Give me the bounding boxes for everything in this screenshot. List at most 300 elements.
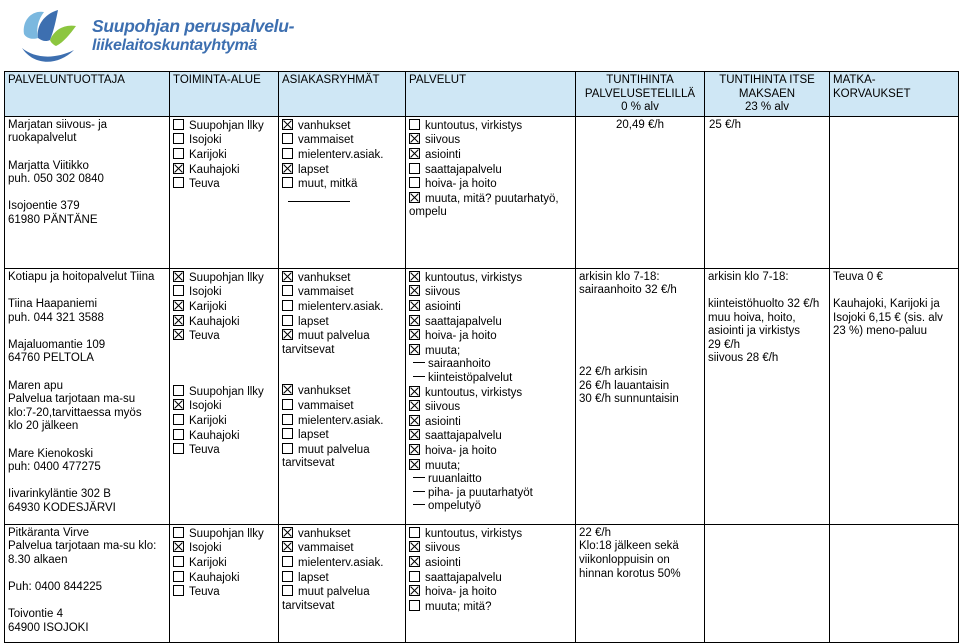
checked-checkbox-icon[interactable] [173, 271, 184, 282]
service-option [409, 271, 572, 286]
services-cell [406, 268, 576, 524]
service-option [409, 571, 572, 586]
unchecked-checkbox-icon[interactable] [282, 571, 293, 582]
service-provider-table [4, 71, 959, 643]
client-group-label: mielenterv.asiak. [298, 148, 384, 161]
dash-icon [413, 504, 425, 505]
checked-checkbox-icon[interactable] [409, 300, 420, 311]
service-option [409, 585, 572, 600]
service-label: kuntoutus, virkistys [425, 386, 523, 399]
area-option [173, 329, 275, 344]
area-label: Kauhajoki [189, 163, 240, 176]
service-option [409, 386, 572, 401]
unchecked-checkbox-icon[interactable] [173, 585, 184, 596]
service-label: muuta; mitä? [425, 600, 492, 613]
provider-line [8, 595, 166, 609]
area-label: Isojoki [189, 400, 222, 413]
area-option [173, 300, 275, 315]
price-voucher-line: 20,49 €/h [616, 118, 664, 131]
client-group-label: vammaiset [298, 134, 354, 147]
area-label: Suupohjan llky [189, 527, 264, 540]
service-option [409, 400, 572, 415]
unchecked-checkbox-icon[interactable] [173, 556, 184, 567]
area-cell [170, 524, 279, 642]
service-option [409, 192, 572, 207]
unchecked-checkbox-icon[interactable] [409, 527, 420, 538]
provider-line: Marjatta Viitikko [8, 159, 89, 172]
checked-checkbox-icon[interactable] [409, 271, 420, 282]
table-row [5, 268, 959, 524]
provider-line: Maren apu [8, 379, 63, 392]
client-group-option [282, 527, 402, 542]
checked-checkbox-icon[interactable] [173, 541, 184, 552]
checked-checkbox-icon[interactable] [409, 285, 420, 296]
provider-line: Kotiapu ja hoitopalvelut Tiina [8, 270, 155, 283]
client-extra: tarvitsevat [282, 343, 335, 356]
client-group-label: vanhukset [298, 527, 351, 540]
price-self-cell [705, 116, 830, 268]
area-label: Karijoki [189, 414, 227, 427]
area-option [173, 385, 275, 400]
area-label: Karijoki [189, 300, 227, 313]
price-self-line: siivous 28 €/h [708, 352, 779, 365]
service-label: asiointi [425, 148, 461, 161]
unchecked-checkbox-icon[interactable] [282, 556, 293, 567]
area-option [173, 556, 275, 571]
area-option [173, 148, 275, 163]
provider-cell [5, 268, 170, 524]
area-label: Suupohjan llky [189, 271, 264, 284]
provider-cell [5, 116, 170, 268]
service-extra-b: ompelutyö [428, 500, 482, 513]
client-group-label: mielenterv.asiak. [298, 556, 384, 569]
service-label: hoiva- ja hoito [425, 330, 497, 343]
checked-checkbox-icon[interactable] [282, 271, 293, 282]
service-option [409, 541, 572, 556]
service-label: siivous [425, 286, 461, 299]
table-header-row [5, 72, 959, 117]
area-option [173, 443, 275, 458]
client-group-label: vanhukset [298, 385, 351, 398]
client-group-option [282, 428, 402, 443]
checked-checkbox-icon[interactable] [282, 527, 293, 538]
provider-line [8, 146, 166, 160]
header-clients: ASIAKASRYHMÄT [279, 72, 406, 117]
service-label: saattajapalvelu [425, 315, 502, 328]
price-voucher-line: hinnan korotus 50% [579, 567, 681, 580]
provider-line [8, 187, 166, 201]
client-group-option [282, 271, 402, 286]
client-extra: tarvitsevat [282, 457, 335, 470]
price-voucher-cell [576, 268, 705, 524]
area-option [173, 315, 275, 330]
client-group-option [282, 148, 402, 163]
area-label: Teuva [189, 444, 220, 457]
price-voucher-line: 30 €/h sunnuntaisin [579, 393, 679, 406]
unchecked-checkbox-icon[interactable] [409, 600, 420, 611]
area-label: Kauhajoki [189, 429, 240, 442]
service-extra-b: ruuanlaitto [428, 473, 482, 486]
client-group-label: vammaiset [298, 286, 354, 299]
unchecked-checkbox-icon[interactable] [409, 177, 420, 188]
client-group-label: lapset [298, 163, 329, 176]
service-label: asiointi [425, 300, 461, 313]
travel-line: Isojoki 6,15 € (sis. alv [833, 311, 943, 324]
client-group-label: mielenterv.asiak. [298, 300, 384, 313]
header-price-voucher: TUNTIHINTA PALVELUSETELILLÄ 0 % alv [576, 72, 705, 117]
checked-checkbox-icon[interactable] [173, 163, 184, 174]
logo-line-2: liikelaitoskuntayhtymä [92, 37, 258, 54]
checked-checkbox-icon[interactable] [409, 315, 420, 326]
client-group-option [282, 384, 402, 399]
area-option [173, 585, 275, 600]
unchecked-checkbox-icon[interactable] [173, 429, 184, 440]
travel-line: Kauhajoki, Karijoki ja [833, 297, 940, 310]
client-group-label: vanhukset [298, 271, 351, 284]
service-option [409, 177, 572, 192]
area-label: Isojoki [189, 542, 222, 555]
unchecked-checkbox-icon[interactable] [173, 414, 184, 425]
client-extra [282, 192, 402, 207]
area-label: Isojoki [189, 286, 222, 299]
checked-checkbox-icon[interactable] [282, 329, 293, 340]
provider-line [8, 434, 166, 448]
client-group-option [282, 163, 402, 178]
provider-line: Pitkäranta Virve [8, 526, 89, 539]
service-option [409, 148, 572, 163]
unchecked-checkbox-icon[interactable] [173, 443, 184, 454]
service-option [409, 329, 572, 344]
unchecked-checkbox-icon[interactable] [282, 585, 293, 596]
header-area: TOIMINTA-ALUE [170, 72, 279, 117]
checked-checkbox-icon[interactable] [173, 399, 184, 410]
provider-line: Mare Kienokoski [8, 447, 94, 460]
client-group-label: vammaiset [298, 542, 354, 555]
clients-cell [279, 268, 406, 524]
provider-line: Tiina Haapaniemi [8, 297, 98, 310]
checked-checkbox-icon[interactable] [282, 541, 293, 552]
service-label: muuta; [425, 459, 461, 472]
area-option [173, 177, 275, 192]
checked-checkbox-icon[interactable] [409, 541, 420, 552]
client-group-label: lapset [298, 315, 329, 328]
provider-line [8, 475, 166, 489]
price-voucher-cell [576, 524, 705, 642]
unchecked-checkbox-icon[interactable] [282, 177, 293, 188]
provider-cell [5, 524, 170, 642]
provider-line: Marjatan siivous- ja [8, 118, 108, 131]
table-row [5, 524, 959, 642]
client-group-label: vammaiset [298, 399, 354, 412]
dash-icon [413, 477, 425, 478]
area-label: Kauhajoki [189, 571, 240, 584]
price-voucher-line: 22 €/h arkisin [579, 365, 648, 378]
provider-line: 64900 ISOJOKI [8, 621, 89, 634]
service-option [409, 459, 572, 474]
service-label: hoiva- ja hoito [425, 178, 497, 191]
price-self-line: 29 €/h [708, 338, 740, 351]
client-group-option [282, 414, 402, 429]
service-option [409, 556, 572, 571]
provider-line: Majaluomantie 109 [8, 338, 106, 351]
logo-line-1: Suupohjan peruspalvelu- [92, 16, 295, 36]
area-cell [170, 268, 279, 524]
unchecked-checkbox-icon[interactable] [409, 119, 420, 130]
price-self-cell [705, 268, 830, 524]
checked-checkbox-icon[interactable] [282, 119, 293, 130]
client-group-label: muut, mitkä [298, 178, 358, 191]
checked-checkbox-icon[interactable] [409, 344, 420, 355]
unchecked-checkbox-icon[interactable] [173, 177, 184, 188]
client-group-label: muut palvelua [298, 443, 370, 456]
client-group-option [282, 399, 402, 414]
checked-checkbox-icon[interactable] [409, 192, 420, 203]
checked-checkbox-icon[interactable] [282, 163, 293, 174]
service-extra-b: piha- ja puutarhatyöt [428, 486, 533, 499]
area-label: Teuva [189, 330, 220, 343]
service-label: saattajapalvelu [425, 571, 502, 584]
client-group-option [282, 443, 402, 458]
checked-checkbox-icon[interactable] [282, 384, 293, 395]
price-voucher-line: sairaanhoito 32 €/h [579, 284, 677, 297]
service-label: asiointi [425, 556, 461, 569]
area-option [173, 133, 275, 148]
unchecked-checkbox-icon[interactable] [173, 385, 184, 396]
price-voucher-line: 26 €/h lauantaisin [579, 379, 670, 392]
checked-checkbox-icon[interactable] [409, 386, 420, 397]
service-option [409, 163, 572, 178]
service-label: siivous [425, 134, 461, 147]
client-group-label: mielenterv.asiak. [298, 414, 384, 427]
client-group-label: lapset [298, 429, 329, 442]
provider-line: Iivarinkyläntie 302 B [8, 488, 111, 501]
service-option [409, 527, 572, 542]
checked-checkbox-icon[interactable] [173, 300, 184, 311]
checked-checkbox-icon[interactable] [409, 148, 420, 159]
checked-checkbox-icon[interactable] [409, 459, 420, 470]
unchecked-checkbox-icon[interactable] [282, 399, 293, 410]
service-extra: ompelu [409, 206, 447, 219]
area-option [173, 414, 275, 429]
checked-checkbox-icon[interactable] [409, 585, 420, 596]
area-option [173, 527, 275, 542]
provider-line: puh. 044 321 3588 [8, 311, 104, 324]
client-group-option [282, 285, 402, 300]
service-label: kuntoutus, virkistys [425, 119, 523, 132]
provider-line: puh. 050 302 0840 [8, 173, 104, 186]
client-group-label: vanhukset [298, 119, 351, 132]
clients-cell [279, 524, 406, 642]
client-group-label: lapset [298, 571, 329, 584]
service-option [409, 415, 572, 430]
area-option [173, 163, 275, 178]
unchecked-checkbox-icon[interactable] [282, 443, 293, 454]
price-voucher-line: 22 €/h [579, 526, 611, 539]
client-group-option [282, 300, 402, 315]
header-services: PALVELUT [406, 72, 576, 117]
area-option [173, 571, 275, 586]
client-extra: tarvitsevat [282, 599, 335, 612]
service-option [409, 119, 572, 134]
travel-line: 23 %) meno-paluu [833, 325, 927, 338]
unchecked-checkbox-icon[interactable] [282, 285, 293, 296]
area-cell [170, 116, 279, 268]
travel-cell [830, 524, 959, 642]
unchecked-checkbox-icon[interactable] [282, 315, 293, 326]
area-option [173, 271, 275, 286]
price-self-line: arkisin klo 7-18: [708, 270, 789, 283]
provider-line: Toivontie 4 [8, 608, 63, 621]
service-option [409, 315, 572, 330]
dash-icon [413, 362, 425, 363]
unchecked-checkbox-icon[interactable] [173, 133, 184, 144]
price-self-line: kiinteistöhuolto 32 €/h [708, 297, 820, 310]
client-group-option [282, 541, 402, 556]
checked-checkbox-icon[interactable] [409, 429, 420, 440]
area-option [173, 541, 275, 556]
provider-line: 8.30 alkaen [8, 553, 68, 566]
area-option [173, 119, 275, 134]
unchecked-checkbox-icon[interactable] [173, 119, 184, 130]
organization-logo [14, 4, 295, 68]
client-group-option [282, 119, 402, 134]
unchecked-checkbox-icon[interactable] [282, 414, 293, 425]
service-label: kuntoutus, virkistys [425, 271, 523, 284]
client-group-label: muut palvelua [298, 586, 370, 599]
price-voucher-cell [576, 116, 705, 268]
service-option [409, 600, 572, 615]
checked-checkbox-icon[interactable] [409, 415, 420, 426]
price-self-line [708, 284, 826, 298]
provider-line [8, 284, 166, 298]
area-option [173, 429, 275, 444]
provider-line [8, 568, 166, 582]
services-cell [406, 524, 576, 642]
service-option [409, 444, 572, 459]
provider-line: puh: 0400 477275 [8, 461, 101, 474]
service-label: asiointi [425, 415, 461, 428]
logo-mark-icon [14, 4, 84, 68]
client-group-label: muut palvelua [298, 330, 370, 343]
checked-checkbox-icon[interactable] [409, 444, 420, 455]
checked-checkbox-icon[interactable] [173, 329, 184, 340]
price-self-line: muu hoiva, hoito, [708, 311, 796, 324]
service-label: siivous [425, 401, 461, 414]
client-group-option [282, 585, 402, 600]
unchecked-checkbox-icon[interactable] [173, 285, 184, 296]
client-group-option [282, 177, 402, 192]
client-group-option [282, 133, 402, 148]
provider-line: Puh: 0400 844225 [8, 581, 103, 594]
dash-icon [413, 491, 425, 492]
service-extra-a: sairaanhoito [428, 358, 491, 371]
dash-icon [413, 376, 425, 377]
checked-checkbox-icon[interactable] [409, 133, 420, 144]
provider-line: klo:7-20,tarvittaessa myös [8, 406, 142, 419]
service-label: muuta, mitä? puutarhatyö, [425, 192, 559, 205]
area-label: Kauhajoki [189, 315, 240, 328]
travel-line [833, 284, 955, 298]
checked-checkbox-icon[interactable] [409, 556, 420, 567]
provider-line [8, 325, 166, 339]
provider-line: Isojoentie 379 [8, 200, 80, 213]
checked-checkbox-icon[interactable] [173, 315, 184, 326]
unchecked-checkbox-icon[interactable] [282, 148, 293, 159]
area-label: Suupohjan llky [189, 119, 264, 132]
travel-cell [830, 116, 959, 268]
area-label: Suupohjan llky [189, 385, 264, 398]
unchecked-checkbox-icon[interactable] [409, 163, 420, 174]
price-voucher-line: viikonloppuisin on [579, 553, 670, 566]
clients-cell [279, 116, 406, 268]
checked-checkbox-icon[interactable] [409, 329, 420, 340]
price-self-cell [705, 524, 830, 642]
service-option [409, 285, 572, 300]
service-extra-a: kiinteistöpalvelut [428, 371, 513, 384]
service-label: saattajapalvelu [425, 163, 502, 176]
client-group-option [282, 315, 402, 330]
client-group-option [282, 556, 402, 571]
unchecked-checkbox-icon[interactable] [173, 571, 184, 582]
service-label: kuntoutus, virkistys [425, 527, 523, 540]
service-option [409, 300, 572, 315]
provider-line: 61980 PÄNTÄNE [8, 213, 98, 226]
header-travel: MATKA- KORVAUKSET [830, 72, 959, 117]
service-option [409, 344, 572, 359]
provider-line: Palvelua tarjotaan ma-su [8, 393, 136, 406]
price-self-line: asiointi ja virkistys [708, 325, 801, 338]
service-label: muuta; [425, 344, 461, 357]
service-label: hoiva- ja hoito [425, 444, 497, 457]
service-label: hoiva- ja hoito [425, 586, 497, 599]
client-group-option [282, 571, 402, 586]
table-row [5, 116, 959, 268]
unchecked-checkbox-icon[interactable] [173, 527, 184, 538]
provider-line: Palvelua tarjotaan ma-su klo: [8, 540, 157, 553]
area-label: Teuva [189, 178, 220, 191]
area-label: Isojoki [189, 134, 222, 147]
unchecked-checkbox-icon[interactable] [282, 428, 293, 439]
price-voucher-line: Klo:18 jälkeen sekä [579, 540, 679, 553]
service-label: siivous [425, 542, 461, 555]
service-label: saattajapalvelu [425, 430, 502, 443]
services-cell [406, 116, 576, 268]
area-label: Teuva [189, 586, 220, 599]
service-option [409, 429, 572, 444]
client-group-option [282, 329, 402, 344]
checked-checkbox-icon[interactable] [409, 400, 420, 411]
blank-line [288, 192, 350, 202]
unchecked-checkbox-icon[interactable] [173, 148, 184, 159]
provider-line: ruokapalvelut [8, 132, 77, 145]
price-self-line: 25 €/h [709, 118, 741, 131]
travel-cell [830, 268, 959, 524]
provider-line [8, 366, 166, 380]
unchecked-checkbox-icon[interactable] [282, 300, 293, 311]
header-provider: PALVELUNTUOTTAJA [5, 72, 170, 117]
price-voucher-line: arkisin klo 7-18: [579, 270, 660, 283]
unchecked-checkbox-icon[interactable] [282, 133, 293, 144]
service-option [409, 133, 572, 148]
travel-line: Teuva 0 € [833, 270, 883, 283]
provider-line: klo 20 jälkeen [8, 420, 79, 433]
provider-line: 64930 KODESJÄRVI [8, 501, 116, 514]
area-label: Karijoki [189, 148, 227, 161]
header-price-self: TUNTIHINTA ITSE MAKSAEN 23 % alv [705, 72, 830, 117]
area-option [173, 399, 275, 414]
provider-line: 64760 PELTOLA [8, 352, 94, 365]
unchecked-checkbox-icon[interactable] [409, 571, 420, 582]
